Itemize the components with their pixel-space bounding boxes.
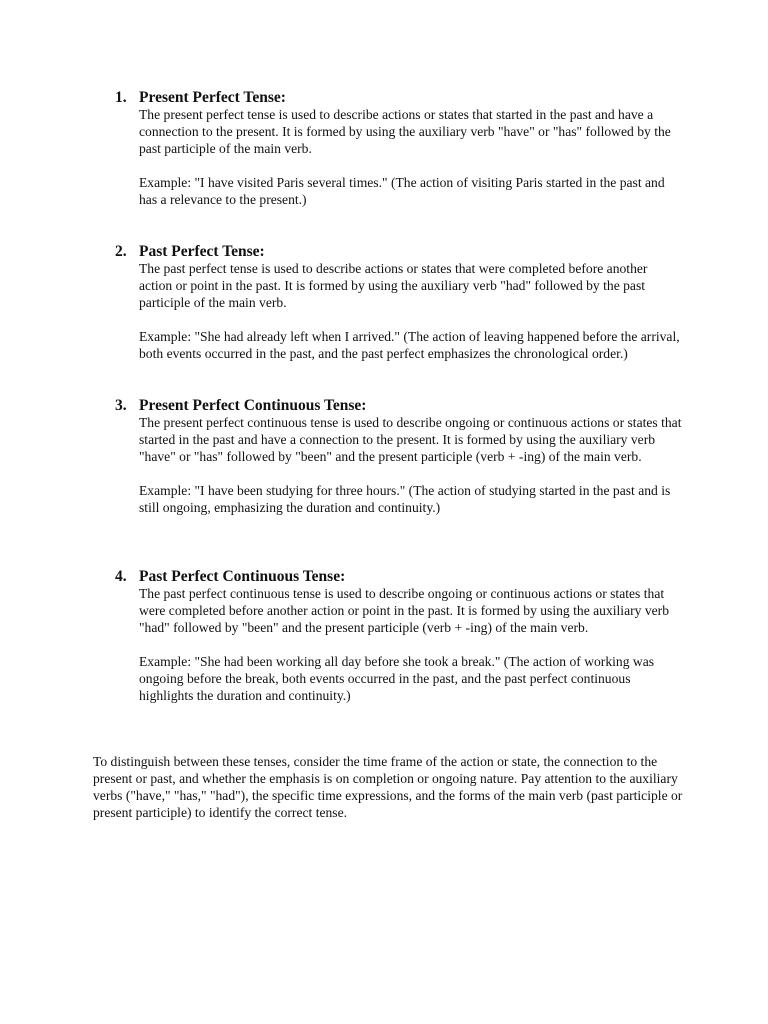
list-number: 3. — [115, 397, 127, 414]
tense-heading: Present Perfect Tense: — [139, 89, 286, 106]
tense-description: The present perfect continuous tense is used to describe ongoing or continuous actions or states that started in the past and have a connection to the present. It is formed by using the auxiliary verb "have" or "has" followed by "been" and the present participle (verb + -ing) of the main verb. — [139, 415, 682, 464]
tense-item-past-perfect-continuous — [115, 568, 684, 704]
tense-heading: Past Perfect Tense: — [139, 243, 265, 260]
list-number: 2. — [115, 243, 127, 260]
list-number: 4. — [115, 568, 127, 585]
tense-example: Example: "She had already left when I arrived." (The action of leaving happened before the arrival, both events occurred in the past, and the past perfect emphasizes the chronological order.) — [139, 329, 680, 361]
tense-heading: Past Perfect Continuous Tense: — [139, 568, 346, 585]
tense-description: The past perfect tense is used to describe actions or states that were completed before another action or point in the past. It is formed by using the auxiliary verb "had" followed by the past participle of the main verb. — [139, 261, 648, 310]
tense-heading: Present Perfect Continuous Tense: — [139, 397, 367, 414]
tense-description: The past perfect continuous tense is used to describe ongoing or continuous actions or states that were completed before another action or point in the past. It is formed by using the auxiliary verb "had" followed by "been" and the present participle (verb + -ing) of the main verb. — [139, 586, 669, 635]
tense-description: The present perfect tense is used to describe actions or states that started in the past and have a connection to the present. It is formed by using the auxiliary verb "have" or "has" followed by the past participle of the main verb. — [139, 107, 671, 156]
tense-item-present-perfect — [115, 89, 684, 208]
tense-example: Example: "I have visited Paris several times." (The action of visiting Paris started in the past and has a relevance to the present.) — [139, 175, 665, 207]
tense-example: Example: "I have been studying for three hours." (The action of studying started in the past and is still ongoing, emphasizing the duration and continuity.) — [139, 483, 671, 515]
tense-item-present-perfect-continuous — [115, 397, 684, 516]
tense-item-past-perfect — [115, 243, 684, 362]
conclusion-paragraph: To distinguish between these tenses, consider the time frame of the action or state, the connection to the present or past, and whether the emphasis is on completion or ongoing nature. Pay attention to the auxiliary verbs ("have," "has," "had"), the specific time expressions, and the forms of the main verb (past participle or present participle) to identify the correct tense. — [93, 754, 683, 820]
tense-example: Example: "She had been working all day before she took a break." (The action of working was ongoing before the break, both events occurred in the past, and the past perfect continuous highlights the duration and continuity.) — [139, 654, 655, 703]
list-number: 1. — [115, 89, 127, 106]
